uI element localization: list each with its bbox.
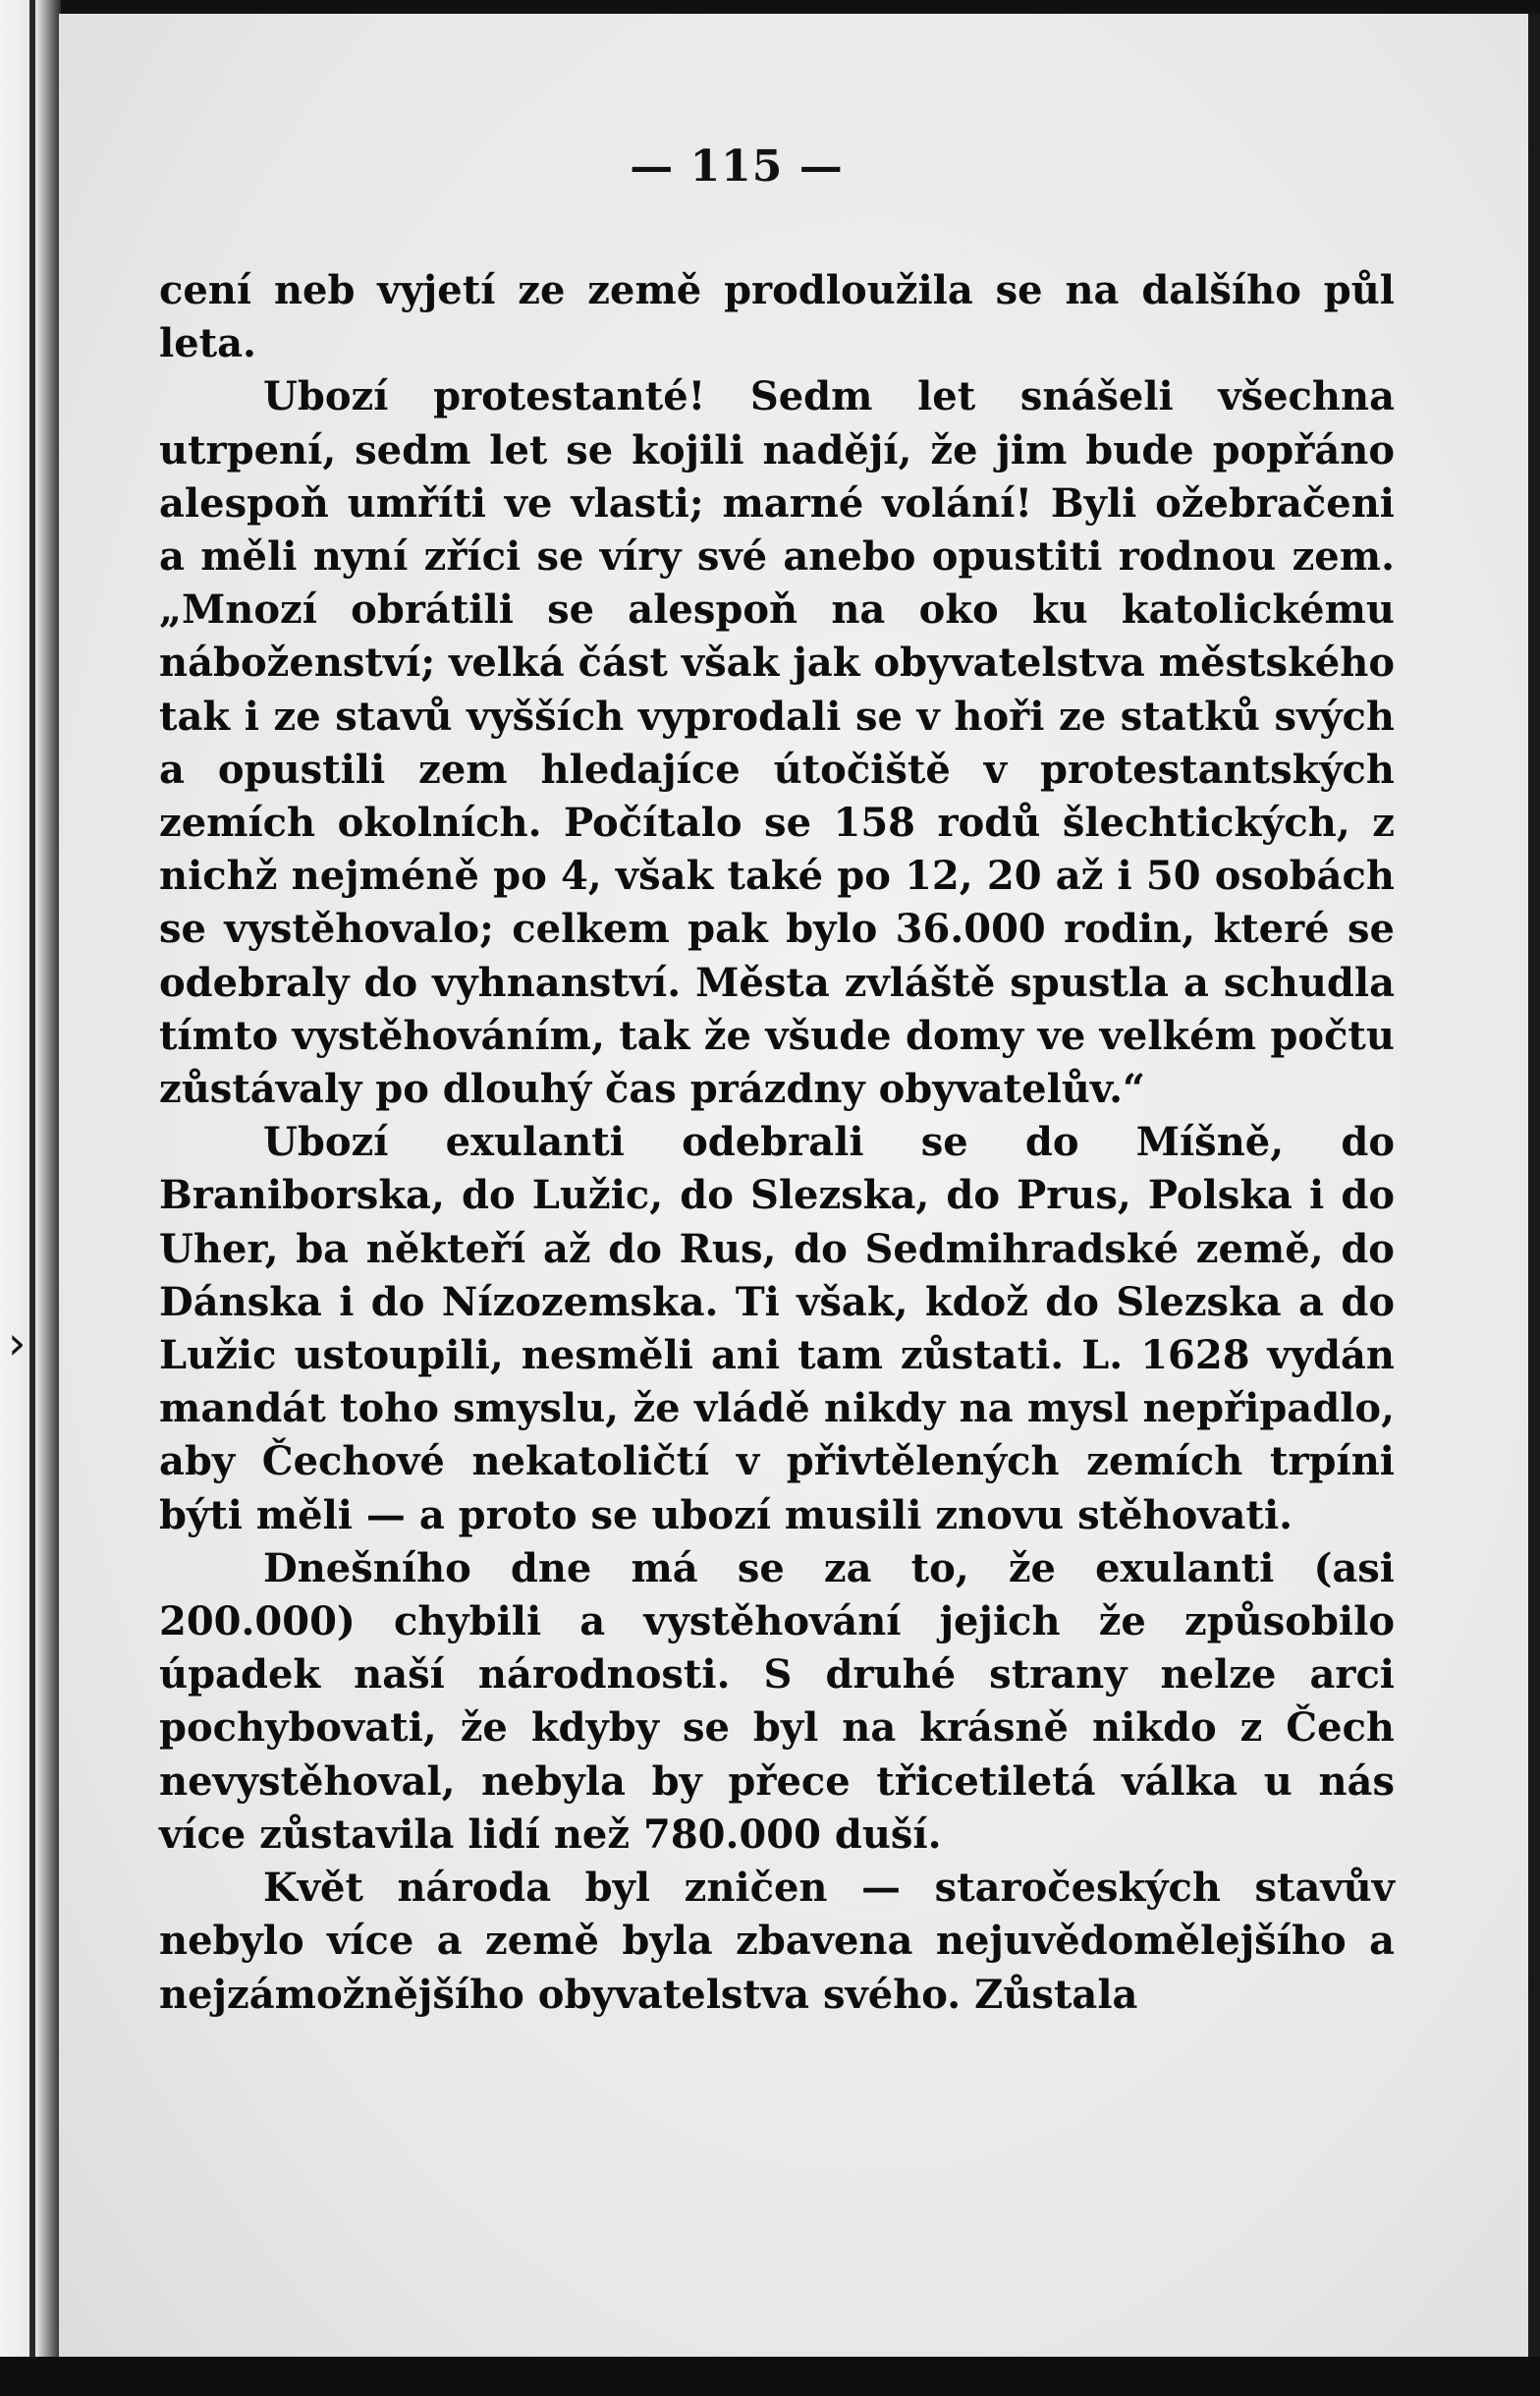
paragraph-4: Dnešního dne má se za to, že exulanti (asi 200.000) chybili a vystěhování jejich že způsobilo úpadek naší národnosti. S druhé strany nelze arci pochybovati, že kdyby se byl na krásně nikdo z Čech nevystěhoval, nebyla by přece třicetiletá válka u nás více zůstavila lidí než 780.000 duší. bbox=[159, 1544, 1395, 1858]
scan-top-edge bbox=[0, 0, 1540, 14]
page-number: — 115 — bbox=[630, 141, 844, 192]
paragraph-1: cení neb vyjetí ze země prodloužila se na dalšího půl leta. bbox=[159, 267, 1395, 367]
paragraph-3: Ubozí exulanti odebrali se do Míšně, do Braniborska, do Lužic, do Slezska, do Prus, Polska i do Uher, ba někteří až do Rus, do Sedmihradské země, do Dánska i do Nízozemska. Ti však, kdož do Slezska a do Lužic ustoupili, nesměli ani tam zůstati. L. 1628 vydán mandát toho smyslu, že vládě nikdy na mysl nepřipadlo, aby Čechové nekatoličtí v přivtělených zemích trpíni býti měli — a proto se ubozí musili znovu stěhovati. bbox=[159, 1119, 1395, 1538]
paragraph-2: Ubozí protestanté! Sedm let snášeli všechna utrpení, sedm let se kojili nadějí, že jim bude popřáno alespoň umříti ve vlasti; marné volání! Byli ožebračeni a měli nyní zříci se víry své anebo opustiti rodnou zem. „Mnozí obrátili se alespoň na oko ku katolickému náboženství; velká část však jak obyvatelstva městského tak i ze stavů vyšších vyprodali se v hoři ze statků svých a opustili zem hledajíce útočiště v protestantských zemích okolních. Počítalo se 158 rodů šlechtických, z nichž nejméně po 4, však také po 12, 20 až i 50 osobách se vystěhovalo; celkem pak bylo 36.000 rodin, které se odebraly do vyhnanství. Města zvláště spustla a schudla tímto vystěhováním, tak že všude domy ve velkém počtu zůstávaly po dlouhý čas prázdny obyvatelův.“ bbox=[159, 373, 1395, 1113]
scan-bottom-edge bbox=[0, 2357, 1540, 2396]
book-gutter-line bbox=[29, 0, 35, 2396]
margin-mark: › bbox=[8, 1316, 27, 1369]
book-page bbox=[59, 14, 1528, 2357]
page-text-body bbox=[159, 264, 1395, 2022]
paragraph-5: Květ národa byl zničen — staročeských stavův nebylo více a země byla zbavena nejuvědomělejšího a nejzámožnějšího obyvatelstva svého. Zůstala bbox=[159, 1865, 1395, 2018]
